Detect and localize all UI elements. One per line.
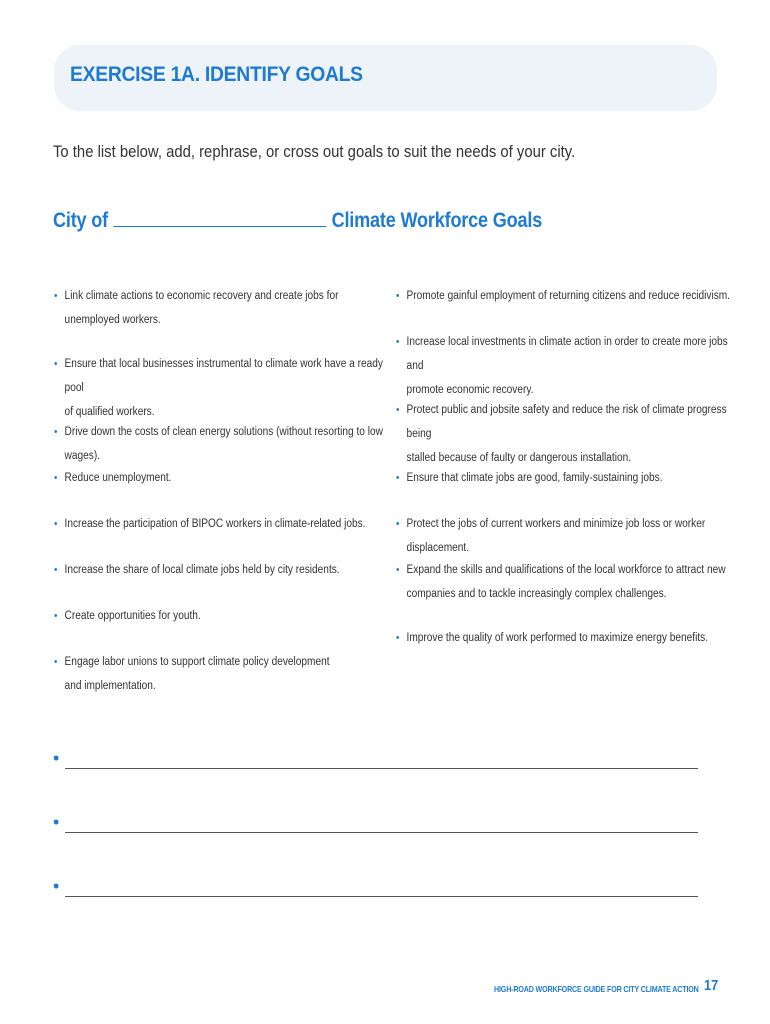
blank-goal-line-2[interactable] [53,812,698,833]
goal-text-cont: of qualified workers. [64,406,155,418]
goals-heading-prefix: City of [53,209,108,232]
bullet-icon: • [396,632,400,644]
goal-text-cont: stalled because of faulty or dangerous installation. [406,452,632,464]
blank-rule [65,832,698,833]
goal-item [396,284,730,308]
goal-text: Improve the quality of work performed to maximize energy benefits. [406,632,709,644]
goal-text: Expand the skills and qualifications of the local workforce to attract new [406,564,726,576]
goal-item [54,420,390,468]
goal-item [396,398,730,470]
bullet-icon: • [54,472,58,484]
goal-text: Link climate actions to economic recovery and create jobs for [64,290,339,302]
bullet-icon: • [54,518,58,530]
bullet-icon: • [396,518,400,530]
bullet-icon: • [396,336,400,348]
goals-heading-suffix: Climate Workforce Goals [331,209,543,232]
goals-heading [53,208,542,233]
goal-text: Increase the participation of BIPOC workers in climate-related jobs. [64,518,366,530]
bullet-icon: • [54,656,58,668]
goal-text: Ensure that climate jobs are good, family-sustaining jobs. [406,472,663,484]
goal-text-cont: promote economic recovery. [406,384,534,396]
bullet-icon: • [53,748,60,768]
goal-item [396,466,730,490]
bullet-icon: • [396,564,400,576]
goal-text-cont: companies and to tackle increasingly complex challenges. [406,588,667,600]
goal-text: Increase local investments in climate action in order to create more jobs and [406,336,728,372]
goal-item [54,466,390,490]
exercise-banner [54,45,717,111]
goal-item [396,558,730,606]
blank-rule [65,768,698,769]
page-number: 17 [704,977,719,994]
goal-text: Engage labor unions to support climate policy development [64,656,330,668]
bullet-icon: • [53,876,60,896]
bullet-icon: • [54,610,58,622]
goal-text: Drive down the costs of clean energy solutions (without resorting to low wages). [64,426,383,462]
goal-item [396,330,730,402]
goal-text: Reduce unemployment. [64,472,172,484]
goal-text-cont: unemployed workers. [64,314,161,326]
blank-rule [65,896,698,897]
goal-text: Increase the share of local climate jobs held by city residents. [64,564,340,576]
goal-text: Protect the jobs of current workers and minimize job loss or worker displacement. [406,518,706,554]
bullet-icon: • [54,564,58,576]
bullet-icon: • [396,290,400,302]
bullet-icon: • [396,472,400,484]
goal-text: Protect public and jobsite safety and reduce the risk of climate progress being [406,404,727,440]
bullet-icon: • [54,358,58,370]
bullet-icon: • [53,812,60,832]
goal-text: Promote gainful employment of returning citizens and reduce recidivism. [406,290,731,302]
goal-item [396,512,730,560]
goal-item [54,352,390,424]
blank-goal-line-3[interactable] [53,876,698,897]
goal-item [54,650,390,698]
goal-item [54,604,390,628]
exercise-title: EXERCISE 1A. IDENTIFY GOALS [70,63,363,86]
goal-item [54,512,390,536]
bullet-icon: • [396,404,400,416]
city-name-blank[interactable] [113,208,326,227]
bullet-icon: • [54,290,58,302]
goal-text: Ensure that local businesses instrumental to climate work have a ready pool [64,358,383,394]
intro-text: To the list below, add, rephrase, or cross out goals to suit the needs of your city. [53,143,576,161]
goal-item [54,558,390,582]
footer-guide-title: HIGH-ROAD WORKFORCE GUIDE FOR CITY CLIMATE ACTION [494,984,699,994]
goal-item [54,284,390,332]
goal-item [396,626,730,650]
goal-text: Create opportunities for youth. [64,610,201,622]
bullet-icon: • [54,426,58,438]
blank-goal-line-1[interactable] [53,748,698,769]
goal-text-cont: and implementation. [64,680,156,692]
